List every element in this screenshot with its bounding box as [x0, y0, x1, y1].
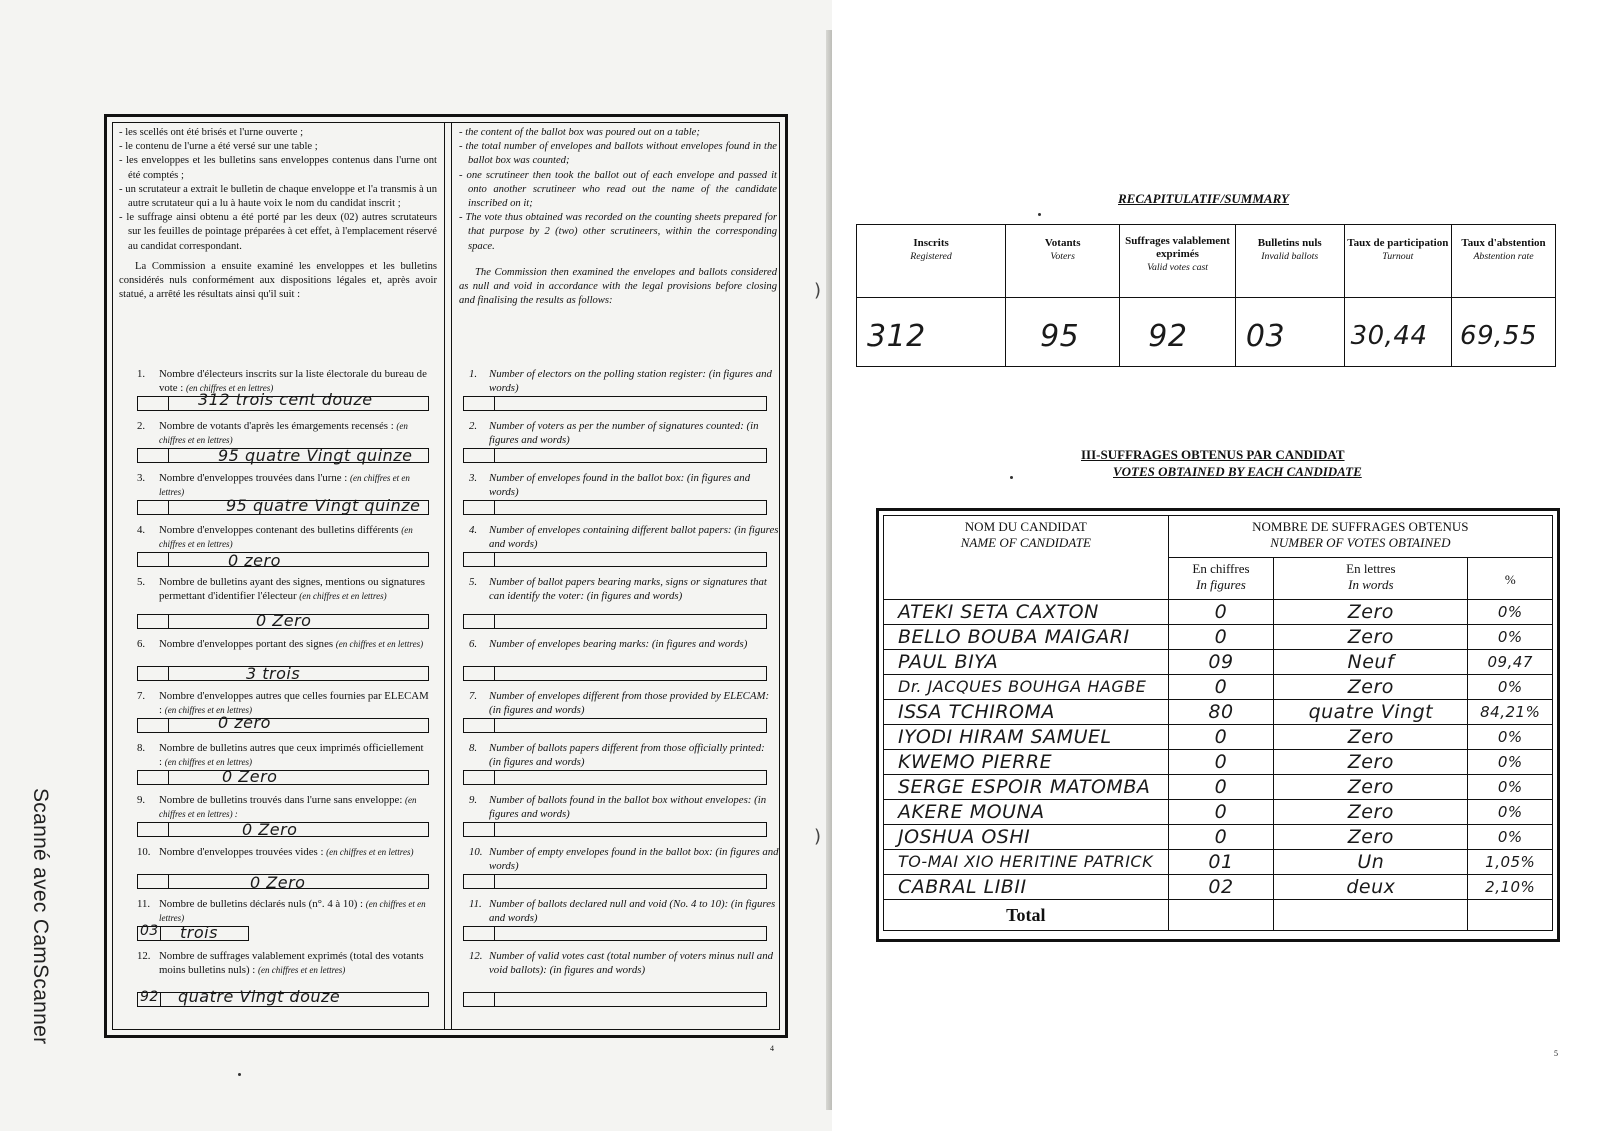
item-number-en: 2.: [469, 420, 478, 432]
item-question-fr-text: Nombre d'enveloppes portant des signes: [159, 638, 334, 650]
summary-table: [856, 224, 1556, 367]
item-number-en: 8.: [469, 742, 478, 754]
answer-box-en[interactable]: [463, 614, 767, 629]
english-clause-text: the content of the ballot box was poured out on a table;: [465, 127, 700, 138]
answer-box-divider: [494, 719, 495, 732]
english-clauses: [459, 126, 777, 254]
header-en: Registered: [910, 251, 952, 262]
item-question-fr-text: Nombre d'enveloppes contenant des bulletins différents: [159, 524, 399, 536]
form-item-1: [113, 368, 797, 420]
item-question-fr-text: Nombre de bulletins ayant des signes, mentions ou signatures permettant d'identifier l'électeur: [159, 576, 425, 602]
handwritten-answer: trois: [180, 923, 218, 942]
total-figures: [1168, 900, 1274, 931]
candidate-votes-percent: 2,10%: [1468, 875, 1553, 900]
handwritten-answer: 95 quatre Vingt quinze: [226, 496, 421, 515]
answer-box-fr[interactable]: [137, 822, 429, 837]
answer-box-fr[interactable]: [137, 923, 249, 942]
candidate-votes-words: Un: [1274, 850, 1468, 875]
candidate-name: IYODI HIRAM SAMUEL: [884, 725, 1169, 750]
item-hint-fr: (en chiffres et en lettres): [335, 639, 424, 649]
answer-box-fr[interactable]: [137, 987, 429, 1007]
candidate-votes-figures: 0: [1168, 625, 1274, 650]
english-clause: - the content of the ballot box was poured out on a table;: [459, 127, 700, 138]
candidate-votes-percent: 0%: [1468, 625, 1553, 650]
answer-box-divider: [168, 667, 169, 680]
figures-header: [1168, 558, 1274, 600]
answer-box-fr[interactable]: [137, 873, 429, 892]
item-question-fr-text: Nombre d'électeurs inscrits sur la liste électorale du bureau de vote :: [159, 368, 427, 394]
french-column: [119, 126, 437, 302]
french-clause: - les scellés ont été brisés et l'urne ouverte ;: [119, 127, 304, 138]
item-hint-fr: (en chiffres et en lettres): [186, 382, 274, 393]
french-clause: - les enveloppes et les bulletins sans enveloppes contenus dans l'urne ont été comptés ;: [119, 155, 437, 181]
item-hint-fr: (en chiffres et en lettres): [159, 899, 426, 923]
answer-box-divider: [160, 993, 161, 1006]
minutes-form: [104, 114, 788, 1038]
summary-header-row: [857, 225, 1556, 298]
candidate-name: ISSA TCHIROMA: [884, 700, 1169, 725]
candidate-votes-figures: 0: [1168, 750, 1274, 775]
candidate-votes-words: Zero: [1274, 600, 1468, 625]
candidate-votes-percent: 0%: [1468, 800, 1553, 825]
french-clause-text: les scellés ont été brisés et l'urne ouverte ;: [125, 127, 304, 138]
handwritten-answer: 0 Zero: [250, 873, 306, 892]
answer-box-fr[interactable]: [137, 448, 429, 463]
candidate-votes-figures: 09: [1168, 650, 1274, 675]
french-clause-text: un scrutateur a extrait le bulletin de chaque enveloppe et l'a transmis à un autre scrutateur qui a lu à haute voix le nom du candidat inscrit ;: [125, 183, 437, 210]
item-question-fr-text: Nombre de bulletins trouvés dans l'urne sans enveloppe:: [159, 794, 403, 806]
candidate-name: CABRAL LIBII: [884, 875, 1169, 900]
header-fr: Taux d'abstention: [1461, 237, 1546, 249]
item-question-fr-text: Nombre d'enveloppes autres que celles fournies par ELECAM :: [159, 690, 429, 716]
item-question-en: Number of electors on the polling station register: (in figures and words): [489, 368, 772, 394]
candidate-name: ATEKI SETA CAXTON: [884, 600, 1169, 625]
handwritten-answer: 0 Zero: [242, 820, 298, 839]
handwritten-answer: 0 Zero: [256, 611, 312, 630]
answer-box-divider: [494, 667, 495, 680]
item-hint-fr: (en chiffres et en lettres): [299, 590, 387, 601]
page-number-right: 5: [1554, 1049, 1558, 1058]
candidate-row: [884, 850, 1553, 875]
answer-box-en[interactable]: [463, 992, 767, 1007]
candidate-row: [884, 750, 1553, 775]
answer-box-divider: [494, 823, 495, 836]
percent-header: %: [1468, 558, 1553, 600]
candidate-row: [884, 650, 1553, 675]
candidate-rows: [884, 600, 1553, 900]
summary-invalid-value: 03: [1235, 298, 1344, 367]
candidate-row: [884, 825, 1553, 850]
candidate-votes-percent: 84,21%: [1468, 700, 1553, 725]
item-question-fr-text: Nombre d'enveloppes trouvées vides :: [159, 846, 324, 858]
votes-table-frame: [876, 508, 1560, 942]
answer-box-divider: [168, 823, 169, 836]
item-question-fr: [159, 794, 429, 821]
item-number-en: 4.: [469, 524, 478, 536]
form-item-6: [113, 638, 797, 690]
english-paragraph: The Commission then examined the envelopes and ballots considered as null and void in accordance with the legal provisions before closing and finalising the results as follows:: [459, 266, 777, 307]
item-question-en: Number of empty envelopes found in the ballot box: (in figures and words): [489, 846, 779, 872]
answer-box-fr[interactable]: [137, 390, 429, 411]
total-percent: [1468, 900, 1553, 931]
answer-box-divider: [494, 449, 495, 462]
item-question-fr: [159, 472, 429, 499]
handwritten-answer: 3 trois: [246, 664, 301, 683]
handwritten-answer: 95 quatre Vingt quinze: [218, 446, 413, 465]
form-item-3: [113, 472, 797, 524]
speck: [238, 1073, 241, 1076]
handwritten-answer: quatre Vingt douze: [178, 987, 341, 1006]
candidate-name: AKERE MOUNA: [884, 800, 1169, 825]
french-clause-text: les enveloppes et les bulletins sans enveloppes contenus dans l'urne ont été comptés ;: [126, 155, 437, 181]
candidate-votes-percent: 0%: [1468, 675, 1553, 700]
summary-header-registered: [857, 225, 1006, 298]
answer-box-divider: [494, 927, 495, 940]
item-question-fr-text: Nombre de suffrages valablement exprimés (total des votants moins bulletins nuls) :: [159, 950, 424, 976]
candidate-votes-figures: 0: [1168, 600, 1274, 625]
total-label: Total: [884, 900, 1169, 931]
speck: [1010, 476, 1013, 479]
candidate-votes-figures: 0: [1168, 775, 1274, 800]
answer-box-en[interactable]: [463, 448, 767, 463]
summary-header-turnout: [1344, 225, 1451, 298]
header-en: Valid votes cast: [1147, 262, 1209, 273]
item-question-fr: [159, 576, 429, 603]
item-number-en: 11.: [469, 898, 482, 910]
item-number: 7.: [137, 690, 146, 702]
item-number: 5.: [137, 576, 146, 588]
candidate-votes-words: Zero: [1274, 825, 1468, 850]
votes-title-en: VOTES OBTAINED BY EACH CANDIDATE: [1113, 464, 1362, 479]
total-words: [1274, 900, 1468, 931]
candidate-votes-percent: 1,05%: [1468, 850, 1553, 875]
summary-valid-votes-value: 92: [1120, 298, 1236, 367]
candidate-name: PAUL BIYA: [884, 650, 1169, 675]
item-number: 3.: [137, 472, 146, 484]
item-number: 8.: [137, 742, 146, 754]
answer-box-divider: [168, 501, 169, 514]
answer-box-en[interactable]: [463, 718, 767, 733]
item-hint-fr: (en chiffres et en lettres): [257, 964, 346, 975]
french-clause-text: le suffrage ainsi obtenu a été porté par les deux (02) autres scrutateurs sur les feuilles de pointage préparées à cet effet, à l'emplacement réservé au candidat correspondant.: [126, 212, 437, 252]
answer-box-en[interactable]: [463, 770, 767, 785]
candidate-votes-percent: 0%: [1468, 600, 1553, 625]
french-clause: - le contenu de l'urne a été versé sur une table ;: [119, 141, 318, 153]
header-fr: Bulletins nuls: [1257, 237, 1322, 249]
handwritten-answer: 312 trois cent douze: [198, 390, 373, 409]
answer-box-divider: [494, 501, 495, 514]
candidate-row: [884, 725, 1553, 750]
item-number-en: 6.: [469, 638, 478, 650]
item-question-en: Number of valid votes cast (total number of voters minus null and void ballots): (in figures and words): [489, 950, 773, 976]
french-clause: - un scrutateur a extrait le bulletin de chaque enveloppe et l'a transmis à un autre scrutateur qui a lu à haute voix le nom du candidat inscrit ;: [119, 183, 437, 210]
candidate-name: BELLO BOUBA MAIGARI: [884, 625, 1169, 650]
item-question-en: Number of envelopes containing different ballot papers: (in figures and words): [489, 524, 779, 550]
french-clauses: [119, 126, 437, 254]
item-number-en: 9.: [469, 794, 478, 806]
total-row: [884, 900, 1553, 931]
votes-obtained-header: [1168, 516, 1552, 558]
candidate-name-header-en: NAME OF CANDIDATE: [960, 535, 1091, 550]
handwritten-figures: 03: [140, 923, 159, 939]
item-question-fr-text: Nombre d'enveloppes trouvées dans l'urne :: [159, 472, 348, 484]
answer-box-fr[interactable]: [137, 551, 429, 570]
answer-box-fr[interactable]: [137, 496, 429, 515]
candidate-votes-figures: 0: [1168, 675, 1274, 700]
handwritten-figures: 92: [140, 989, 159, 1005]
answer-box-divider: [168, 615, 169, 628]
form-item-7: [113, 690, 797, 742]
candidate-votes-percent: 0%: [1468, 775, 1553, 800]
candidate-votes-figures: 80: [1168, 700, 1274, 725]
answer-box-divider: [168, 553, 169, 566]
answer-box-divider: [168, 397, 169, 410]
item-hint-fr: (en chiffres et en lettres): [159, 525, 413, 549]
item-question-fr-text: Nombre de votants d'après les émargements recensés :: [159, 420, 394, 432]
item-question-fr-text: Nombre de bulletins autres que ceux imprimés officiellement :: [159, 742, 424, 768]
answer-box-divider: [168, 449, 169, 462]
item-question-fr: [159, 524, 429, 551]
summary-abstention-value: 69,55: [1452, 298, 1556, 367]
item-number: 2.: [137, 420, 146, 432]
item-number: 4.: [137, 524, 146, 536]
summary-registered-value: 312: [857, 298, 1006, 367]
answer-box-divider: [168, 771, 169, 784]
form-item-2: [113, 420, 797, 472]
candidate-votes-figures: 01: [1168, 850, 1274, 875]
candidate-name: JOSHUA OSHI: [884, 825, 1169, 850]
item-number: 11.: [137, 898, 151, 910]
form-item-12: [113, 950, 797, 1006]
form-item-8: [113, 742, 797, 794]
french-clause: - le suffrage ainsi obtenu a été porté par les deux (02) autres scrutateurs sur les feuilles de pointage préparées à cet effet, à l'emplacement réservé au candidat correspondant.: [119, 212, 437, 252]
item-question-en: Number of envelopes bearing marks: (in figures and words): [489, 638, 748, 650]
form-item-4: [113, 524, 797, 576]
candidate-votes-words: Zero: [1274, 800, 1468, 825]
summary-header-voters: [1006, 225, 1120, 298]
header-fr: Taux de participation: [1347, 237, 1449, 249]
votes-title-fr: III-SUFFRAGES OBTENUS PAR CANDIDAT: [1081, 447, 1345, 462]
item-number: 9.: [137, 794, 146, 806]
answer-box-en[interactable]: [463, 552, 767, 567]
candidate-votes-figures: 0: [1168, 825, 1274, 850]
item-question-fr-text: Nombre de bulletins déclarés nuls (n°. 4 à 10) :: [159, 898, 364, 910]
item-question-en: Number of envelopes found in the ballot box: (in figures and words): [489, 472, 751, 498]
answer-box-divider: [494, 993, 495, 1006]
words-header-en: In words: [1348, 577, 1394, 592]
english-clause-text: one scrutineer then took the ballot out of each envelope and passed it onto another scrutineer who read out the name of the candidate inscribed on it;: [466, 169, 777, 210]
answer-box-divider: [494, 397, 495, 410]
candidate-name: KWEMO PIERRE: [884, 750, 1169, 775]
words-header-fr: En lettres: [1346, 561, 1396, 576]
candidate-votes-figures: 02: [1168, 875, 1274, 900]
candidate-votes-words: Neuf: [1274, 650, 1468, 675]
candidate-row: [884, 675, 1553, 700]
summary-turnout-value: 30,44: [1344, 298, 1451, 367]
item-hint-fr: (en chiffres et en lettres) :: [159, 795, 417, 819]
item-question-fr: [159, 690, 429, 717]
page-number-left: 4: [770, 1044, 774, 1053]
item-number-en: 3.: [469, 472, 478, 484]
french-paragraph: La Commission a ensuite examiné les enveloppes et les bulletins considérés nuls conformément aux dispositions légales et, après avoir statué, a arrêté les résultats ainsi qu'il suit :: [119, 260, 437, 301]
answer-box-en[interactable]: [463, 396, 767, 411]
figures-header-en: In figures: [1196, 577, 1246, 592]
candidate-votes-percent: 0%: [1468, 750, 1553, 775]
item-hint-fr: (en chiffres et en lettres): [164, 756, 253, 767]
summary-voters-value: 95: [1006, 298, 1120, 367]
candidate-row: [884, 800, 1553, 825]
item-question-en: Number of ballots declared null and void (No. 4 to 10): (in figures and words): [489, 898, 776, 924]
item-number-en: 5.: [469, 576, 478, 588]
votes-obtained-header-en: NUMBER OF VOTES OBTAINED: [1270, 535, 1451, 550]
item-number-en: 12.: [469, 950, 483, 962]
form-item-11: [113, 898, 797, 950]
candidate-name-header-fr: NOM DU CANDIDAT: [964, 519, 1087, 534]
header-en: Turnout: [1382, 251, 1414, 262]
answer-box-en[interactable]: [463, 500, 767, 515]
item-question-en: Number of ballot papers bearing marks, signs or signatures that can identify the voter: (in figures and words): [489, 576, 767, 602]
binding-mark: ): [814, 826, 822, 847]
header-fr: Inscrits: [913, 237, 949, 249]
english-clause-text: the total number of envelopes and ballots without envelopes found in the ballot box was counted;: [465, 141, 777, 167]
candidate-row: [884, 625, 1553, 650]
handwritten-answer: 0 zero: [228, 551, 281, 570]
item-question-fr: [159, 846, 429, 860]
summary-header-invalid: [1235, 225, 1344, 298]
candidate-votes-words: Zero: [1274, 750, 1468, 775]
english-clause: - The vote thus obtained was recorded on the counting sheets prepared for that purpose by 2 (two) other scrutineers, within the corresponding space.: [459, 212, 777, 252]
header-en: Invalid ballots: [1261, 251, 1319, 262]
item-question-fr: [159, 742, 429, 769]
answer-box-divider: [494, 553, 495, 566]
answer-box-fr[interactable]: [137, 713, 429, 733]
english-clause-text: The vote thus obtained was recorded on the counting sheets prepared for that purpose by 2 (two) other scrutineers, within the corresponding space.: [465, 212, 777, 252]
candidate-name-header: [884, 516, 1169, 600]
votes-table: [883, 515, 1553, 931]
answer-box-en[interactable]: [463, 926, 767, 941]
item-question-en: Number of envelopes different from those provided by ELECAM: (in figures and words): [489, 690, 770, 716]
candidate-votes-figures: 0: [1168, 800, 1274, 825]
header-fr: Suffrages valablement exprimés: [1125, 235, 1230, 260]
answer-box-divider: [494, 615, 495, 628]
candidate-name: SERGE ESPOIR MATOMBA: [884, 775, 1169, 800]
answer-box-divider: [494, 771, 495, 784]
summary-header-abstention: [1452, 225, 1556, 298]
candidate-votes-words: deux: [1274, 875, 1468, 900]
item-number: 10.: [137, 846, 151, 858]
candidate-votes-words: Zero: [1274, 725, 1468, 750]
form-item-5: [113, 576, 797, 628]
answer-box-en[interactable]: [463, 822, 767, 837]
answer-box-divider: [168, 719, 169, 732]
candidate-row: [884, 875, 1553, 900]
item-question-en: Number of ballots papers different from those officially printed: (in figures and words): [489, 742, 765, 768]
candidate-votes-words: Zero: [1274, 625, 1468, 650]
answer-box-fr[interactable]: [137, 767, 429, 786]
candidate-name: TO-MAI XIO HERITINE PATRICK: [884, 850, 1169, 875]
form-item-10: [113, 846, 797, 898]
item-hint-fr: (en chiffres et en lettres): [159, 421, 408, 445]
item-number: 12.: [137, 950, 151, 962]
candidate-votes-words: Zero: [1274, 775, 1468, 800]
english-clause: - the total number of envelopes and ballots without envelopes found in the ballot box was counted;: [459, 141, 777, 167]
header-en: Voters: [1050, 251, 1075, 262]
french-clause-text: le contenu de l'urne a été versé sur une table ;: [125, 141, 318, 153]
candidate-votes-percent: 0%: [1468, 825, 1553, 850]
candidate-votes-figures: 0: [1168, 725, 1274, 750]
speck: [1038, 213, 1041, 216]
candidate-name: Dr. JACQUES BOUHGA HAGBE: [884, 675, 1169, 700]
candidate-row: [884, 600, 1553, 625]
item-number: 1.: [137, 368, 146, 380]
answer-box-fr[interactable]: [137, 611, 429, 630]
header-en: Abstention rate: [1473, 251, 1534, 262]
words-header: [1274, 558, 1468, 600]
answer-box-en[interactable]: [463, 874, 767, 889]
handwritten-answer: 0 Zero: [222, 767, 278, 786]
header-fr: Votants: [1044, 237, 1081, 249]
binding-mark: ): [814, 280, 822, 301]
english-clause: - one scrutineer then took the ballot out of each envelope and passed it onto another scrutineer who read out the name of the candidate inscribed on it;: [459, 169, 777, 210]
answer-box-divider: [160, 927, 161, 940]
item-hint-fr: (en chiffres et en lettres): [164, 704, 253, 715]
candidate-votes-percent: 0%: [1468, 725, 1553, 750]
item-question-en: Number of voters as per the number of signatures counted: (in figures and words): [489, 420, 759, 446]
item-number: 6.: [137, 638, 146, 650]
english-column: [459, 126, 777, 308]
figures-header-fr: En chiffres: [1192, 561, 1250, 576]
item-question-en: Number of ballots found in the ballot box without envelopes: (in figures and words): [489, 794, 767, 820]
candidate-votes-words: quatre Vingt: [1274, 700, 1468, 725]
handwritten-answer: 0 zero: [218, 713, 271, 732]
answer-box-en[interactable]: [463, 666, 767, 681]
candidate-row: [884, 700, 1553, 725]
votes-obtained-header-fr: NOMBRE DE SUFFRAGES OBTENUS: [1252, 519, 1469, 534]
candidate-votes-percent: 09,47: [1468, 650, 1553, 675]
item-question-fr: [159, 950, 429, 977]
votes-header-row: [884, 516, 1553, 558]
scanner-watermark: Scanné avec CamScanner: [29, 788, 52, 1045]
summary-title: RECAPITULATIF/SUMMARY: [1118, 191, 1289, 206]
form-item-9: [113, 794, 797, 846]
summary-header-valid-votes: [1120, 225, 1236, 298]
item-question-fr: [159, 420, 429, 447]
book-spine: [826, 30, 832, 1110]
summary-values-row: [857, 298, 1556, 367]
answer-box-fr[interactable]: [137, 666, 429, 681]
candidate-votes-words: Zero: [1274, 675, 1468, 700]
item-number-en: 10.: [469, 846, 483, 858]
item-question-fr: [159, 638, 429, 652]
minutes-form-inner-border: [112, 122, 780, 1030]
answer-box-divider: [168, 875, 169, 888]
item-hint-fr: (en chiffres et en lettres): [159, 473, 410, 497]
item-question-fr: [159, 898, 429, 925]
item-number-en: 7.: [469, 690, 478, 702]
item-hint-fr: (en chiffres et en lettres): [326, 847, 414, 857]
candidate-row: [884, 775, 1553, 800]
item-number-en: 1.: [469, 368, 478, 380]
answer-box-divider: [494, 875, 495, 888]
